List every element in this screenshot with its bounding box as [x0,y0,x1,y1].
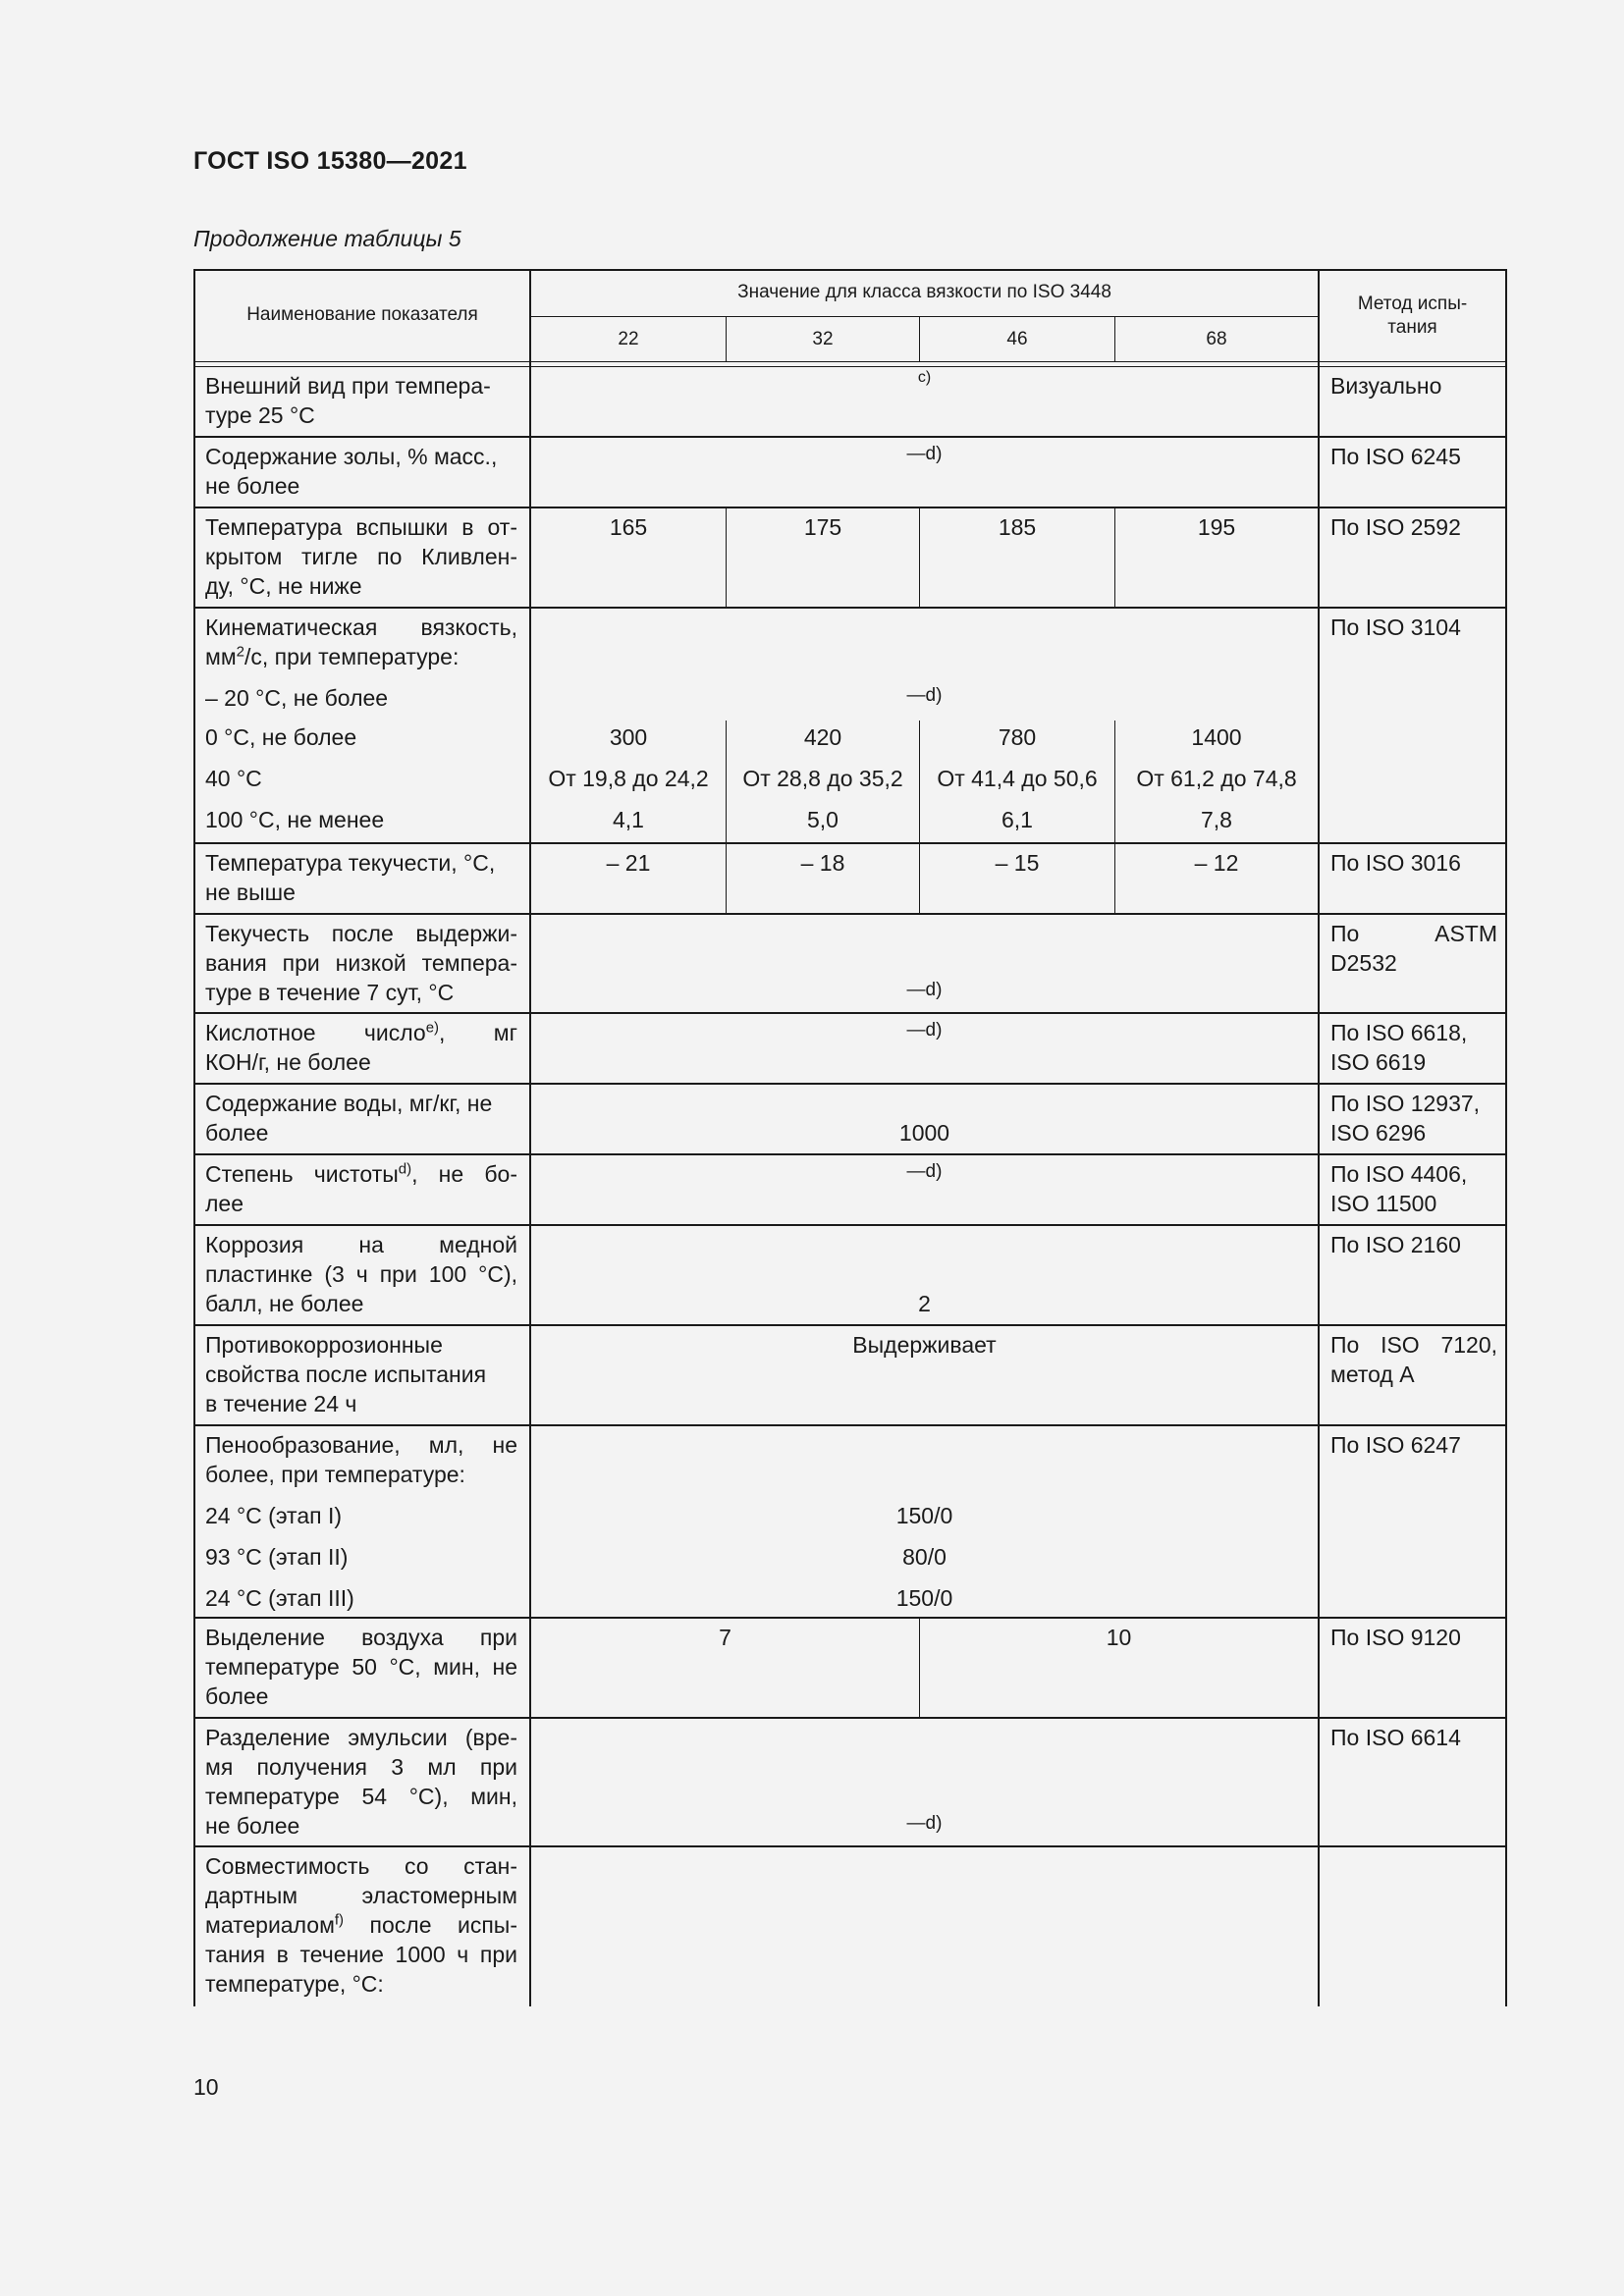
header-method-line1: Метод испы- [1357,294,1468,314]
row-pour-point-name [205,848,517,907]
row-air-release-name [205,1623,517,1711]
row-cleanliness-name [205,1159,517,1218]
row-line [193,842,1507,844]
name-line [205,642,517,671]
row-demulsibility-name [205,1723,517,1841]
name-line: температуре, °С: [205,1971,384,1997]
row-line [193,436,1507,438]
foam-sub-value: 150/0 [895,1503,953,1528]
superscript: e) [425,1019,440,1037]
row-acid-value: —d) [906,1020,943,1041]
method-line: D2532 [1330,950,1397,976]
name-line: температуре 50 °С, мин, не [205,1654,517,1680]
method-line: ISO 11500 [1330,1191,1437,1216]
viscosity-40-32: От 28,8 до 35,2 [742,766,903,791]
name-line: более [205,1683,269,1709]
name-line: дартным эластомерным [205,1883,517,1908]
row-line [193,1845,1507,1847]
row-line [193,1617,1507,1619]
row-line [193,1224,1507,1226]
row-flash-point-method: По ISO 2592 [1330,514,1461,540]
foam-sub-value: 150/0 [895,1585,953,1611]
row-line [193,1324,1507,1326]
row-rust-value: Выдерживает [852,1332,997,1358]
name-line [205,1018,517,1047]
name-line: Кинематическая вязкость, [205,614,517,640]
method-line: ISO 6296 [1330,1120,1427,1146]
row-air-release-value-low: 7 [719,1625,731,1650]
row-water-name [205,1089,517,1148]
header-value-group: Значение для класса вязкости по ISO 3448 [737,282,1111,302]
superscript: f) [334,1911,345,1929]
viscosity-100-32: 5,0 [807,807,839,832]
table-border-left [193,269,195,2006]
name-line: более [205,1120,269,1146]
name-line: температуре 54 °С), мин, [205,1784,517,1809]
viscosity-0-22: 300 [609,724,648,750]
name-line: КОН/г, не более [205,1049,371,1075]
row-cleanliness-value: —d) [906,1161,943,1182]
row-copper-value: 2 [918,1291,931,1316]
name-line: Разделение эмульсии (вре- [205,1725,517,1750]
viscosity-sub-label: – 20 °С, не более [205,685,389,711]
name-line [205,1159,517,1189]
header-class-68: 68 [1206,329,1227,349]
row-demulsibility-method: По ISO 6614 [1330,1725,1461,1750]
row-viscosity-method: По ISO 3104 [1330,614,1461,640]
row-cleanliness-method [1330,1159,1497,1218]
name-line: Противокоррозионные [205,1332,443,1358]
header-name: Наименование показателя [246,304,478,325]
name-part: Кислотное число [205,1020,426,1045]
row-line [193,1717,1507,1719]
superscript: 2 [236,643,244,661]
row-flash-point-22: 165 [609,514,648,540]
row-line [193,1153,1507,1155]
name-line: Внешний вид при темпера- [205,373,491,399]
name-line: туре 25 °С [205,402,315,428]
row-air-release-value-high: 10 [1106,1625,1132,1650]
method-line: ISO 6619 [1330,1049,1427,1075]
name-line: свойства после испытания [205,1362,487,1387]
viscosity-40-68: От 61,2 до 74,8 [1136,766,1297,791]
row-foam-method: По ISO 6247 [1330,1432,1461,1458]
row-acid-method [1330,1018,1497,1077]
method-line: метод А [1330,1362,1415,1387]
foam-sub-label: 24 °С (этап III) [205,1585,354,1611]
name-line: Температура вспышки в от- [205,514,517,540]
row-water-method [1330,1089,1497,1148]
name-line: Текучесть после выдержи- [205,921,517,946]
row-pour-point-32: – 18 [800,850,845,876]
name-line: не выше [205,880,296,905]
row-line [193,1424,1507,1426]
row-air-release-method: По ISO 9120 [1330,1625,1461,1650]
table-caption: Продолжение таблицы 5 [193,226,461,251]
name-line: ду, °С, не ниже [205,573,362,599]
header-double-line-1 [193,361,1507,362]
name-line: Пенообразование, мл, не [205,1432,517,1458]
name-part: , не бо- [411,1161,517,1187]
name-line: более, при температуре: [205,1462,465,1487]
header-method [1320,293,1505,340]
name-line: туре в течение 7 сут, °С [205,980,455,1005]
row-flash-point-46: 185 [998,514,1037,540]
name-part: мм [205,644,237,669]
row-foam-name [205,1430,517,1489]
name-part: , мг [439,1020,517,1045]
method-line: По ISO 7120, [1330,1332,1497,1358]
row-pour-point-46: – 15 [995,850,1040,876]
row-pour-point-22: – 21 [606,850,651,876]
name-line [205,1910,517,1940]
row-water-value: 1000 [898,1120,950,1146]
name-line: балл, не более [205,1291,364,1316]
row-low-temp-name [205,919,517,1007]
row-ash-name [205,442,517,501]
row-pour-point-68: – 12 [1194,850,1239,876]
name-line: не более [205,473,300,499]
name-line: пластинке (3 ч при 100 °С), [205,1261,517,1287]
table-border-top [193,269,1507,271]
row-rust-method [1330,1330,1497,1389]
row-appearance-value: c) [917,369,932,386]
row-viscosity-name [205,613,517,671]
foam-sub-label: 93 °С (этап II) [205,1544,349,1570]
table-divider-method [1318,269,1320,2006]
name-line: Температура текучести, °С, [205,850,496,876]
viscosity-100-22: 4,1 [613,807,644,832]
row-line [193,913,1507,915]
viscosity-0-46: 780 [998,724,1037,750]
name-line: Содержание воды, мг/кг, не [205,1091,493,1116]
properties-table [193,269,1507,2006]
row-line [193,1012,1507,1014]
document-title: ГОСТ ISO 15380—2021 [193,147,467,175]
method-line: По ISO 4406, [1330,1161,1468,1187]
row-ash-method: По ISO 6245 [1330,444,1461,469]
viscosity-0-32: 420 [803,724,842,750]
row-ash-value: —d) [906,444,943,464]
row-elastomer-name [205,1851,517,1999]
name-line: не более [205,1813,300,1839]
row-flash-point-32: 175 [803,514,842,540]
name-line: вания при низкой темпера- [205,950,517,976]
method-line: По ASTM [1330,921,1497,946]
header-line [530,316,1319,317]
viscosity-100-68: 7,8 [1201,807,1232,832]
header-class-32: 32 [812,329,834,349]
foam-sub-value: 80/0 [902,1544,947,1570]
name-part: /с, при температуре: [244,644,460,669]
name-line: Коррозия на медной [205,1232,517,1257]
viscosity-100-46: 6,1 [1001,807,1033,832]
row-pour-point-method: По ISO 3016 [1330,850,1461,876]
method-line: По ISO 12937, [1330,1091,1481,1116]
foam-sub-label: 24 °С (этап I) [205,1503,343,1528]
name-line: крытом тигле по Кливлен- [205,544,517,569]
name-part: Степень чистоты [205,1161,399,1187]
viscosity-sub-label: 40 °С [205,766,262,791]
page-number: 10 [193,2074,219,2100]
name-part: материалом [205,1912,335,1938]
row-low-temp-method [1330,919,1497,978]
row-line [193,1083,1507,1085]
viscosity-sub-value: —d) [906,685,943,706]
header-class-22: 22 [618,329,639,349]
name-line: Содержание золы, % масс., [205,444,498,469]
viscosity-sub-label: 100 °С, не менее [205,807,385,832]
row-appearance-name [205,371,517,430]
name-line: лее [205,1191,244,1216]
table-border-right [1505,269,1507,2006]
row-flash-point-name [205,512,517,601]
header-method-line2: тания [1387,317,1437,338]
row-rust-name [205,1330,517,1418]
row-appearance-method: Визуально [1330,373,1442,399]
viscosity-40-22: От 19,8 до 24,2 [548,766,709,791]
name-line: Совместимость со стан- [205,1853,517,1879]
row-line [193,607,1507,609]
header-class-46: 46 [1006,329,1028,349]
row-demulsibility-value: —d) [906,1813,943,1834]
viscosity-40-46: От 41,4 до 50,6 [937,766,1098,791]
name-line: в течение 24 ч [205,1391,357,1416]
row-flash-point-68: 195 [1197,514,1236,540]
name-line: мя получения 3 мл при [205,1754,517,1780]
row-acid-name [205,1018,517,1077]
row-line [193,507,1507,508]
row-copper-name [205,1230,517,1318]
name-part: после испы- [344,1912,517,1938]
method-line: По ISO 6618, [1330,1020,1468,1045]
name-line: Выделение воздуха при [205,1625,517,1650]
superscript: d) [398,1160,412,1178]
row-copper-method: По ISO 2160 [1330,1232,1461,1257]
viscosity-sub-label: 0 °С, не более [205,724,357,750]
name-line: тания в течение 1000 ч при [205,1942,517,1967]
viscosity-0-68: 1400 [1191,724,1242,750]
row-low-temp-value: —d) [906,980,943,1000]
